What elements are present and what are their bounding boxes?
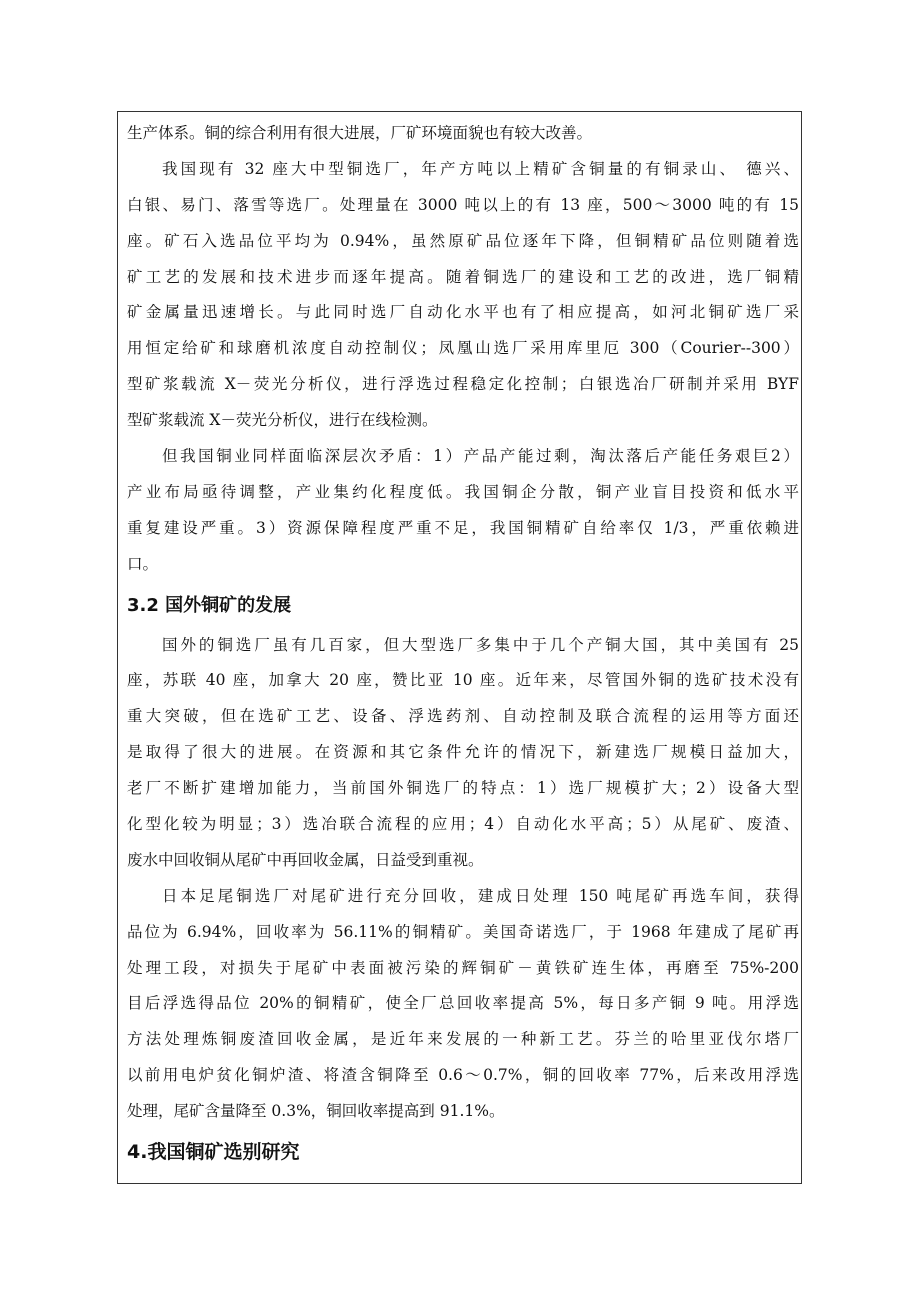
text-line: 国外的铜选厂虽有几百家，但大型选厂多集中于几个产铜大国，其中美国有 25 bbox=[162, 635, 799, 654]
text-line: 日本足尾铜选厂对尾矿进行充分回收，建成日处理 150 吨尾矿再选车间，获得 bbox=[162, 886, 799, 905]
text-line: 重大突破，但在选矿工艺、设备、浮选药剂、自动控制及联合流程的运用等方面还 bbox=[127, 707, 799, 726]
text-line: 座，苏联 40 座，加拿大 20 座，赞比亚 10 座。近年来，尽管国外铜的选矿技术没有 bbox=[127, 671, 799, 690]
text-line: 型矿浆载流 X－荧光分析仪，进行在线检测。 bbox=[127, 411, 438, 430]
text-line: 生产体系。铜的综合利用有很大进展，厂矿环境面貌也有较大改善。 bbox=[127, 124, 593, 142]
section-heading-3-2: 3.2 国外铜矿的发展 bbox=[127, 594, 292, 616]
text-line: 用恒定给矿和球磨机浓度自动控制仪；凤凰山选厂采用库里厄 300（Courier--300） bbox=[127, 339, 799, 358]
text-line: 方法处理炼铜废渣回收金属，是近年来发展的一种新工艺。芬兰的哈里亚伐尔塔厂 bbox=[127, 1030, 799, 1049]
text-line: 品位为 6.94%，回收率为 56.11%的铜精矿。美国奇诺选厂，于 1968 年建成了尾矿再 bbox=[127, 922, 799, 941]
text-line: 矿工艺的发展和技术进步而逐年提高。随着铜选厂的建设和工艺的改进，选厂铜精 bbox=[127, 267, 799, 286]
text-line: 是取得了很大的进展。在资源和其它条件允许的情况下，新建选厂规模日益加大， bbox=[127, 743, 799, 762]
document-body bbox=[127, 116, 799, 1175]
paragraph-domestic-smelters bbox=[127, 152, 799, 439]
paragraph-problems bbox=[127, 439, 799, 583]
text-line: 废水中回收铜从尾矿中再回收金属，日益受到重视。 bbox=[127, 850, 484, 869]
text-line: 口。 bbox=[127, 554, 159, 573]
text-line: 以前用电炉贫化铜炉渣、将渣含铜降至 0.6～0.7%，铜的回收率 77%，后来改用浮选 bbox=[127, 1066, 799, 1085]
text-line: 矿金属量迅速增长。与此同时选厂自动化水平也有了相应提高，如河北铜矿选厂采 bbox=[127, 303, 799, 322]
text-line: 老厂不断扩建增加能力，当前国外铜选厂的特点：1）选厂规模扩大；2）设备大型 bbox=[127, 779, 799, 798]
text-line: 型矿浆载流 X－荧光分析仪，进行浮选过程稳定化控制；白银选冶厂研制并采用 BYF bbox=[127, 375, 799, 394]
text-line: 重复建设严重。3）资源保障程度严重不足，我国铜精矿自给率仅 1/3，严重依赖进 bbox=[127, 518, 799, 537]
text-line: 处理工段，对损失于尾矿中表面被污染的辉铜矿－黄铁矿连生体，再磨至 75%-200 bbox=[127, 958, 799, 977]
text-line: 我国现有 32 座大中型铜选厂，年产方吨以上精矿含铜量的有铜录山、 德兴、 bbox=[162, 159, 799, 178]
text-line: 但我国铜业同样面临深层次矛盾：1）产品产能过剩，淘汰落后产能任务艰巨2） bbox=[162, 447, 799, 466]
paragraph-japan-tailings bbox=[127, 879, 799, 1130]
text-line: 座。矿石入选品位平均为 0.94%，虽然原矿品位逐年下降，但铜精矿品位则随着选 bbox=[127, 231, 799, 250]
text-line: 白银、易门、落雪等选厂。处理量在 3000 吨以上的有 13 座，500～3000 吨的有 15 bbox=[127, 195, 799, 214]
text-line: 产业布局亟待调整，产业集约化程度低。我国铜企分散，铜产业盲目投资和低水平 bbox=[127, 482, 799, 501]
paragraph-foreign-copper bbox=[127, 628, 799, 879]
text-line: 处理，尾矿含量降至 0.3%，铜回收率提高到 91.1%。 bbox=[127, 1102, 505, 1121]
section-heading-4: 4.我国铜矿选别研究 bbox=[127, 1141, 300, 1164]
text-line: 目后浮选得品位 20%的铜精矿，使全厂总回收率提高 5%，每日多产铜 9 吨。用浮选 bbox=[127, 994, 799, 1013]
text-line: 化型化较为明显；3）选冶联合流程的应用；4）自动化水平高；5）从尾矿、废渣、 bbox=[127, 815, 799, 834]
